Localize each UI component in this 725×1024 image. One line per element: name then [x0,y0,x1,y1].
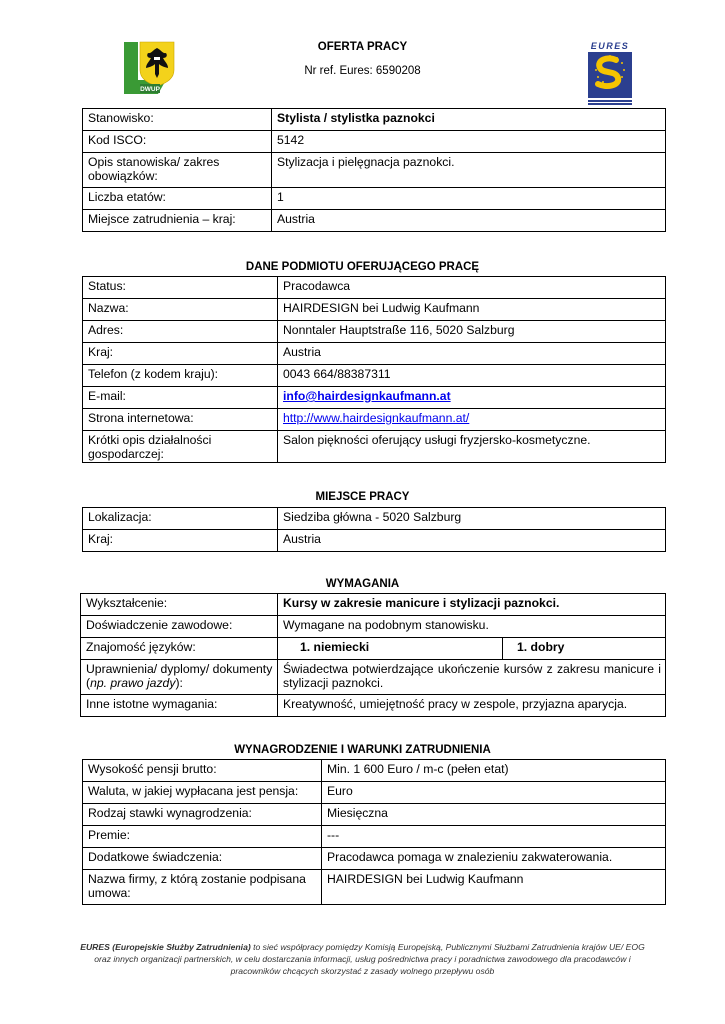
table-row [83,131,666,153]
table-row [83,409,666,431]
other-requirements-value: Kreatywność, umiejętność pracy w zespole, przyjazna aparycja. [278,695,666,717]
table-row [83,210,666,232]
email-link[interactable]: info@hairdesignkaufmann.at [283,389,451,403]
svg-text:EURES: EURES [590,41,630,51]
table-row [81,638,666,660]
offer-title: OFERTA PRACY [317,41,408,53]
employer-label: Strona internetowa: [83,409,278,431]
experience-value: Wymagane na podobnym stanowisku. [278,616,666,638]
requirements-label: Doświadczenie zawodowe: [81,616,278,638]
job-label: Opis stanowiska/ zakres obowiązków: [83,153,272,188]
table-row [81,660,666,695]
permits-label: Uprawnienia/ dyplomy/ dokumenty (np. prawo jazdy): [81,660,278,695]
table-row [83,343,666,365]
employer-value: Salon piękności oferujący usługi fryzjersko-kosmetyczne. [278,431,666,463]
workplace-value: Siedziba główna - 5020 Salzburg [278,508,666,530]
requirements-label: Wykształcenie: [81,594,278,616]
requirements-label: Znajomość języków: [81,638,278,660]
employer-value: Austria [278,343,666,365]
salary-label: Dodatkowe świadczenia: [83,848,322,870]
job-label: Miejsce zatrudnienia – kraj: [83,210,272,232]
table-row [83,508,666,530]
table-row [83,277,666,299]
table-row [83,804,666,826]
table-row [81,594,666,616]
employer-value: 0043 664/88387311 [278,365,666,387]
employer-label: Nazwa: [83,299,278,321]
workplace-label: Lokalizacja: [83,508,278,530]
table-row [83,782,666,804]
employer-table [82,276,666,463]
table-row [81,695,666,717]
table-row [83,153,666,188]
employer-label: E-mail: [83,387,278,409]
salary-value: Min. 1 600 Euro / m-c (pełen etat) [322,760,666,782]
job-label: Stanowisko: [83,109,272,131]
language-level-value: 1. dobry [503,638,666,660]
salary-label: Premie: [83,826,322,848]
job-value: Austria [272,210,666,232]
salary-label: Nazwa firmy, z którą zostanie podpisana umowa: [83,870,322,905]
footer-line-3: pracowników chcących skorzystać z zasady wolnego przepływu osób [230,966,495,976]
footer-line-2: oraz innych organizacji partnerskich, w celu dostarczania informacji, usług pośrednictwa pracy i poradnictwa zawodowego dla pracodawców i [94,954,631,964]
permits-value: Świadectwa potwierdzające ukończenie kursów z zakresu manicure i stylizacji paznokci. [278,660,666,695]
svg-text:DWUP: DWUP [140,86,160,93]
employer-value: HAIRDESIGN bei Ludwig Kaufmann [278,299,666,321]
salary-value: --- [322,826,666,848]
table-row [83,365,666,387]
table-row [83,848,666,870]
table-row [83,321,666,343]
workplace-value: Austria [278,530,666,552]
salary-table [82,759,666,905]
website-link[interactable]: http://www.hairdesignkaufmann.at/ [283,411,470,425]
employer-value: Nonntaler Hauptstraße 116, 5020 Salzburg [278,321,666,343]
table-row [81,616,666,638]
salary-heading: WYNAGRODZENIE I WARUNKI ZATRUDNIENIA [234,744,491,756]
job-value: Stylizacja i pielęgnacja paznokci. [272,153,666,188]
requirements-heading: WYMAGANIA [325,578,400,590]
table-row [83,530,666,552]
salary-value: Pracodawca pomaga w znalezieniu zakwaterowania. [322,848,666,870]
salary-label: Wysokość pensji brutto: [83,760,322,782]
employer-heading: DANE PODMIOTU OFERUJĄCEGO PRACĘ [245,261,480,273]
employer-label: Kraj: [83,343,278,365]
table-row [83,299,666,321]
footer-line-1: EURES (Europejskie Służby Zatrudnienia) to sieć współpracy pomiędzy Komisją Europejską, Publicznymi Służbami Zatrudnienia krajów UE/ EOG [80,942,645,952]
reference-number: Nr ref. Eures: 6590208 [304,65,421,77]
requirements-table [80,593,666,717]
salary-value: Miesięczna [322,804,666,826]
job-value: 1 [272,188,666,210]
job-label: Liczba etatów: [83,188,272,210]
job-position-value: Stylista / stylistka paznokci [272,109,666,131]
table-row [83,826,666,848]
table-row [83,109,666,131]
table-row [83,870,666,905]
employer-label: Krótki opis działalności gospodarczej: [83,431,278,463]
employer-label: Telefon (z kodem kraju): [83,365,278,387]
table-row [83,760,666,782]
salary-value: Euro [322,782,666,804]
salary-label: Rodzaj stawki wynagrodzenia: [83,804,322,826]
employer-value: Pracodawca [278,277,666,299]
language-value: 1. niemiecki [278,638,503,660]
employer-label: Adres: [83,321,278,343]
workplace-heading: MIEJSCE PRACY [315,491,410,503]
education-value: Kursy w zakresie manicure i stylizacji paznokci. [278,594,666,616]
salary-label: Waluta, w jakiej wypłacana jest pensja: [83,782,322,804]
workplace-table [82,507,666,552]
employer-label: Status: [83,277,278,299]
job-table [82,108,666,232]
requirements-label: Inne istotne wymagania: [81,695,278,717]
table-row [83,387,666,409]
table-row [83,431,666,463]
job-value: 5142 [272,131,666,153]
workplace-label: Kraj: [83,530,278,552]
table-row [83,188,666,210]
salary-value: HAIRDESIGN bei Ludwig Kaufmann [322,870,666,905]
job-label: Kod ISCO: [83,131,272,153]
footer-note [60,941,665,977]
